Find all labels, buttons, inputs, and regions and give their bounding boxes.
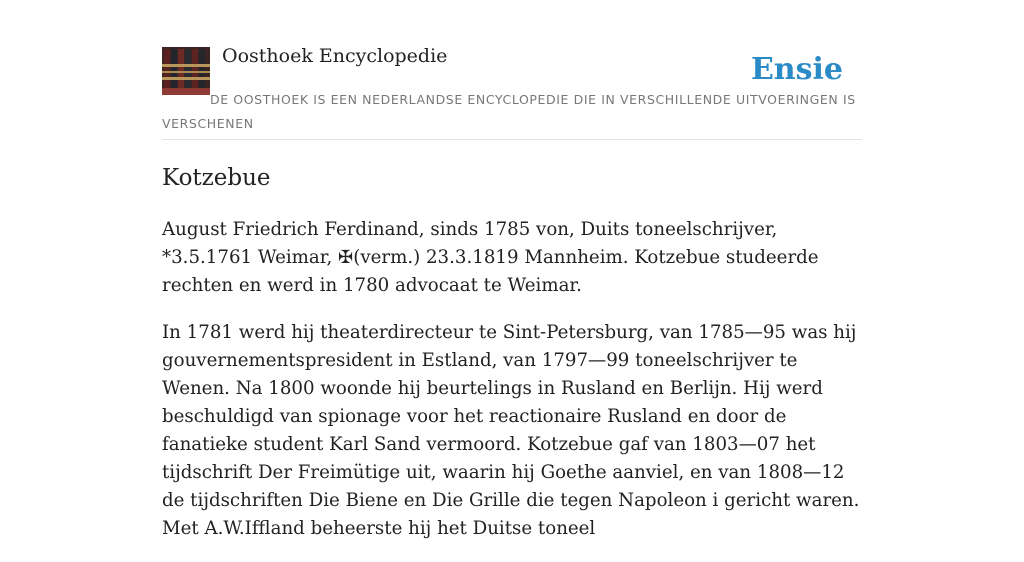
article-title: Kotzebue bbox=[162, 165, 271, 191]
article-paragraph: August Friedrich Ferdinand, sinds 1785 von, Duits toneelschrijver, *3.5.1761 Weimar, ✠(verm.) 23.3.1819 Mannheim. Kotzebue studeerde rechten en werd in 1780 advocaat te Weimar. bbox=[162, 219, 819, 296]
article-paragraph: In 1781 werd hij theaterdirecteur te Sint-Petersburg, van 1785—95 was hij gouvernementspresident in Estland, van 1797—99 toneelschrijver te Wenen. Na 1800 woonde hij beurtelings in Rusland en Berlijn. Hij werd beschuldigd van spionage voor het reactionaire Rusland en door de fanatieke student Karl Sand vermoord. Kotzebue gaf van 1803—07 het tijdschrift Der Freimütige uit, waarin hij Goethe aanviel, en van 1808—12 de tijdschriften Die Biene en Die Grille die tegen Napoleon i gericht waren. Met A.W.Iffland beheerste hij het Duitse toneel bbox=[162, 322, 860, 539]
header-divider bbox=[162, 139, 862, 140]
article-body bbox=[162, 216, 862, 562]
site-title[interactable]: Oosthoek Encyclopedie bbox=[222, 45, 448, 67]
brand-logo[interactable]: Ensie bbox=[750, 52, 843, 87]
site-subtitle: DE OOSTHOEK IS EEN NEDERLANDSE ENCYCLOPEDIE DIE IN VERSCHILLENDE UITVOERINGEN IS VERSCHENEN bbox=[162, 92, 856, 131]
